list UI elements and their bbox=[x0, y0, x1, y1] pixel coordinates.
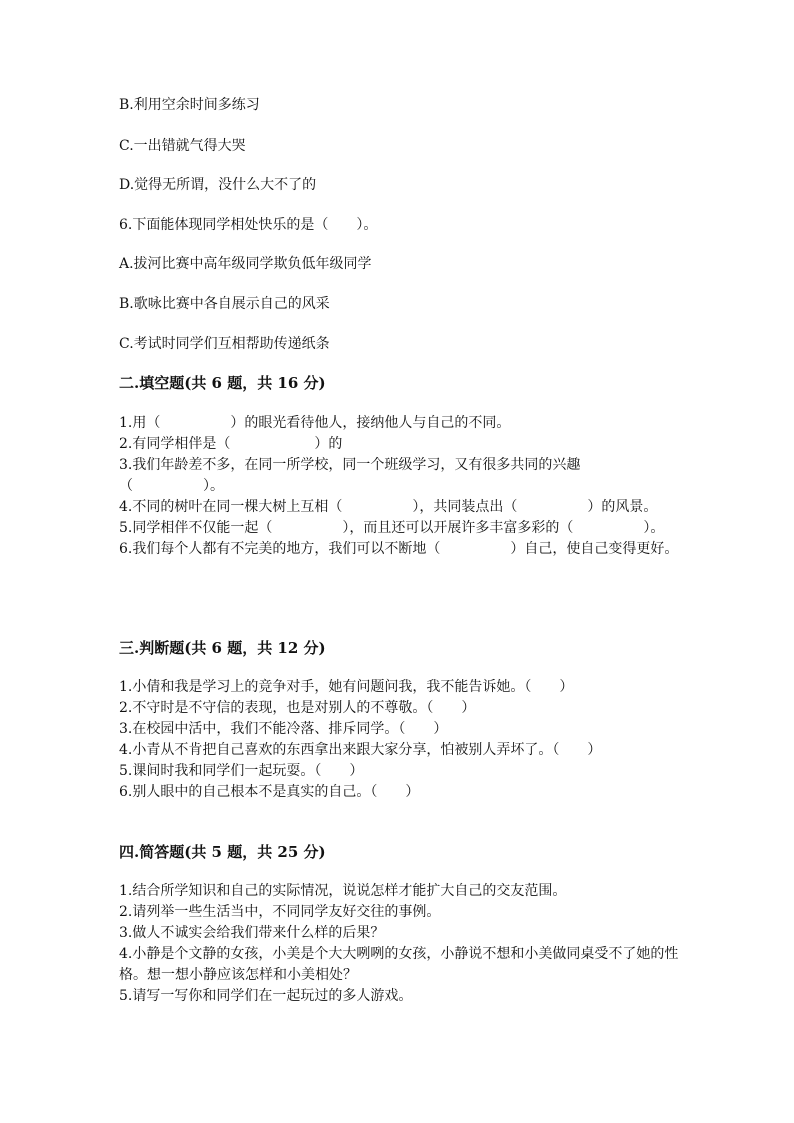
section-title-fill-in: 二.填空题(共 6 题，共 16 分) bbox=[119, 374, 326, 392]
true-false-question: 6.别人眼中的自己根本不是真实的自己。（ ） bbox=[119, 784, 420, 800]
short-answer-question: 3.做人不诚实会给我们带来什么样的后果？ bbox=[119, 925, 385, 941]
short-answer-question: 5.请写一写你和同学们在一起玩过的多人游戏。 bbox=[119, 988, 413, 1004]
question-6-option-a: A.拔河比赛中高年级同学欺负低年级同学 bbox=[119, 256, 372, 272]
question-6-stem: 6.下面能体现同学相处快乐的是（ ）。 bbox=[119, 217, 378, 233]
short-answer-question: 4.小静是个文静的女孩，小美是个大大咧咧的女孩，小静说不想和小美做同桌受不了她的性格。想一想小静应该怎样和小美相处？ bbox=[119, 946, 679, 983]
short-answer-question: 2.请列举一些生活当中，不同同学友好交往的事例。 bbox=[119, 904, 441, 920]
question-6-option-c: C.考试时同学们互相帮助传递纸条 bbox=[119, 336, 330, 352]
true-false-questions bbox=[119, 677, 679, 803]
fill-in-question: 2.有同学相伴是（ ）的 bbox=[119, 436, 343, 452]
option-c: C.一出错就气得大哭 bbox=[119, 138, 246, 154]
option-b: B.利用空余时间多练习 bbox=[119, 97, 260, 113]
short-answer-questions bbox=[119, 881, 679, 1007]
option-d: D.觉得无所谓，没什么大不了的 bbox=[119, 177, 317, 193]
true-false-question: 2.不守时是不守信的表现，也是对别人的不尊敬。（ ） bbox=[119, 700, 476, 716]
fill-in-question: 3.我们年龄差不多，在同一所学校，同一个班级学习，又有很多共同的兴趣（ ）。 bbox=[119, 457, 581, 494]
section-title-true-false: 三.判断题(共 6 题，共 12 分) bbox=[119, 639, 326, 657]
question-6-option-b: B.歌咏比赛中各自展示自己的风采 bbox=[119, 296, 330, 312]
fill-in-question: 4.不同的树叶在同一棵大树上互相（ ），共同装点出（ ）的风景。 bbox=[119, 499, 658, 515]
short-answer-question: 1.结合所学知识和自己的实际情况，说说怎样才能扩大自己的交友范围。 bbox=[119, 883, 567, 899]
true-false-question: 5.课间时我和同学们一起玩耍。（ ） bbox=[119, 763, 364, 779]
true-false-question: 3.在校园中活中，我们不能冷落、排斥同学。（ ） bbox=[119, 721, 448, 737]
fill-in-questions bbox=[119, 413, 679, 560]
true-false-question: 1.小倩和我是学习上的竞争对手，她有问题问我，我不能告诉她。（ ） bbox=[119, 679, 574, 695]
fill-in-question: 1.用（ ）的眼光看待他人，接纳他人与自己的不同。 bbox=[119, 415, 511, 431]
section-title-short-answer: 四.简答题(共 5 题，共 25 分) bbox=[119, 843, 326, 861]
true-false-question: 4.小青从不肯把自己喜欢的东西拿出来跟大家分享，怕被别人弄坏了。（ ） bbox=[119, 742, 602, 758]
fill-in-question: 5.同学相伴不仅能一起（ ），而且还可以开展许多丰富多彩的（ ）。 bbox=[119, 520, 665, 536]
fill-in-question: 6.我们每个人都有不完美的地方，我们可以不断地（ ）自己，使自己变得更好。 bbox=[119, 541, 679, 557]
